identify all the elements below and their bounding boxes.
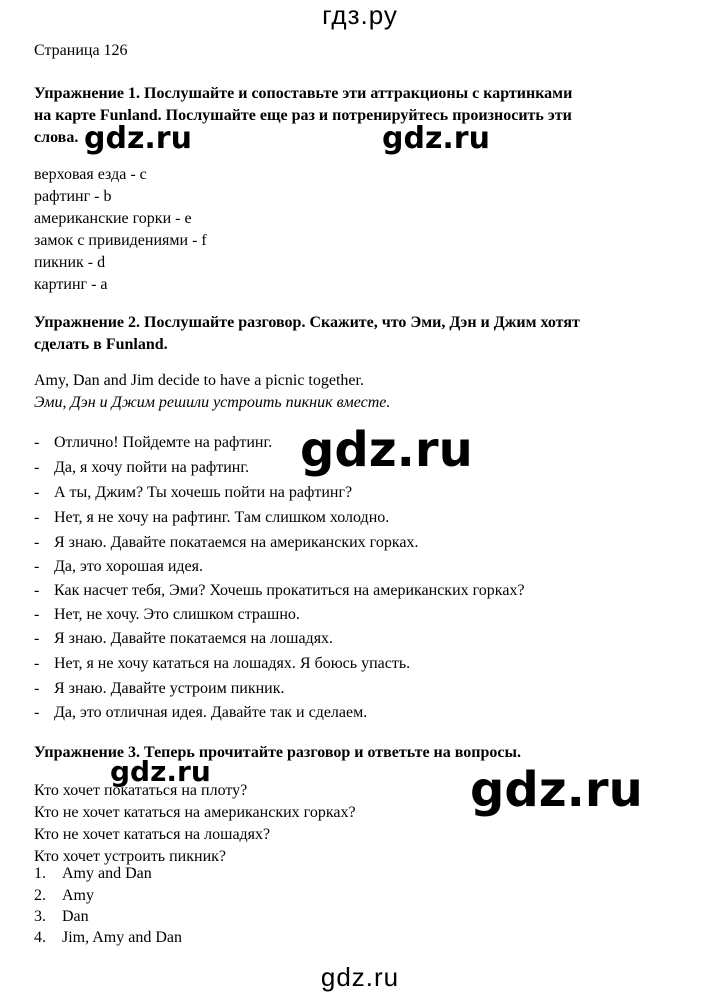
dialogue-dash: -	[34, 630, 40, 647]
ex1-answer: картинг - a	[34, 276, 108, 293]
dialogue-dash: -	[34, 484, 40, 501]
dialogue-dash: -	[34, 434, 40, 451]
ex1-answer: американские горки - e	[34, 210, 192, 227]
ex1-answer: верховая езда - c	[34, 166, 147, 183]
dialogue-dash: -	[34, 655, 40, 672]
dialogue-dash: -	[34, 582, 40, 599]
ex3-question: Кто не хочет кататься на американских горках?	[34, 804, 356, 821]
dialogue-dash: -	[34, 534, 40, 551]
ex3-answer: Dan	[62, 908, 89, 925]
dialogue-line: Да, я хочу пойти на рафтинг.	[54, 459, 250, 476]
dialogue-line: Я знаю. Давайте покатаемся на американских горках.	[54, 534, 419, 551]
dialogue-dash: -	[34, 459, 40, 476]
dialogue-line: Я знаю. Давайте устроим пикник.	[54, 680, 285, 697]
ex2-title-line-2: сделать в Funland.	[34, 336, 168, 353]
watermark: gdz.ru	[382, 121, 490, 156]
dialogue-line: Как насчет тебя, Эми? Хочешь прокатиться на американских горках?	[54, 582, 525, 599]
ex3-question: Кто не хочет кататься на лошадях?	[34, 826, 271, 843]
watermark: gdz.ru	[84, 121, 192, 156]
ex1-title-line-2: на карте Funland. Послушайте еще раз и потренируйтесь произносить эти	[34, 107, 572, 124]
ex1-title-line-3: слова.	[34, 129, 79, 146]
ex1-answer: пикник - d	[34, 254, 106, 271]
ex3-answer-number: 2.	[34, 887, 46, 904]
dialogue-dash: -	[34, 704, 40, 721]
site-header: гдз.ру	[322, 0, 398, 30]
dialogue-line: Нет, не хочу. Это слишком страшно.	[54, 606, 300, 623]
ex2-intro-ru: Эми, Дэн и Джим решили устроить пикник вместе.	[34, 394, 391, 411]
ex3-answer: Amy	[62, 887, 94, 904]
dialogue-line: Нет, я не хочу на рафтинг. Там слишком холодно.	[54, 509, 390, 526]
dialogue-line: Да, это отличная идея. Давайте так и сделаем.	[54, 704, 368, 721]
ex1-title-line-1: Упражнение 1. Послушайте и сопоставьте эти аттракционы с картинками	[34, 85, 573, 102]
site-footer: gdz.ru	[320, 962, 400, 992]
ex3-title: Упражнение 3. Теперь прочитайте разговор и ответьте на вопросы.	[34, 744, 521, 761]
dialogue-line: Да, это хорошая идея.	[54, 558, 203, 575]
page-label: Страница 126	[34, 42, 128, 59]
ex3-answer: Amy and Dan	[62, 865, 152, 882]
dialogue-dash: -	[34, 606, 40, 623]
watermark: gdz.ru	[110, 755, 211, 788]
dialogue-line: Отлично! Пойдемте на рафтинг.	[54, 434, 273, 451]
ex2-intro-en: Amy, Dan and Jim decide to have a picnic together.	[34, 372, 364, 389]
ex1-answer: замок с привидениями - f	[34, 232, 207, 249]
dialogue-line: Я знаю. Давайте покатаемся на лошадях.	[54, 630, 334, 647]
dialogue-line: Нет, я не хочу кататься на лошадях. Я боюсь упасть.	[54, 655, 411, 672]
dialogue-line: А ты, Джим? Ты хочешь пойти на рафтинг?	[54, 484, 353, 501]
ex3-answer-number: 3.	[34, 908, 46, 925]
dialogue-dash: -	[34, 558, 40, 575]
watermark: gdz.ru	[300, 422, 473, 478]
ex2-title-line-1: Упражнение 2. Послушайте разговор. Скажите, что Эми, Дэн и Джим хотят	[34, 314, 580, 331]
ex3-question: Кто хочет покататься на плоту?	[34, 782, 248, 799]
dialogue-dash: -	[34, 509, 40, 526]
ex3-answer: Jim, Amy and Dan	[62, 929, 182, 946]
ex3-question: Кто хочет устроить пикник?	[34, 848, 226, 865]
ex3-answer-number: 1.	[34, 865, 46, 882]
ex1-answer: рафтинг - b	[34, 188, 112, 205]
dialogue-dash: -	[34, 680, 40, 697]
ex3-answer-number: 4.	[34, 929, 46, 946]
watermark: gdz.ru	[470, 762, 643, 818]
